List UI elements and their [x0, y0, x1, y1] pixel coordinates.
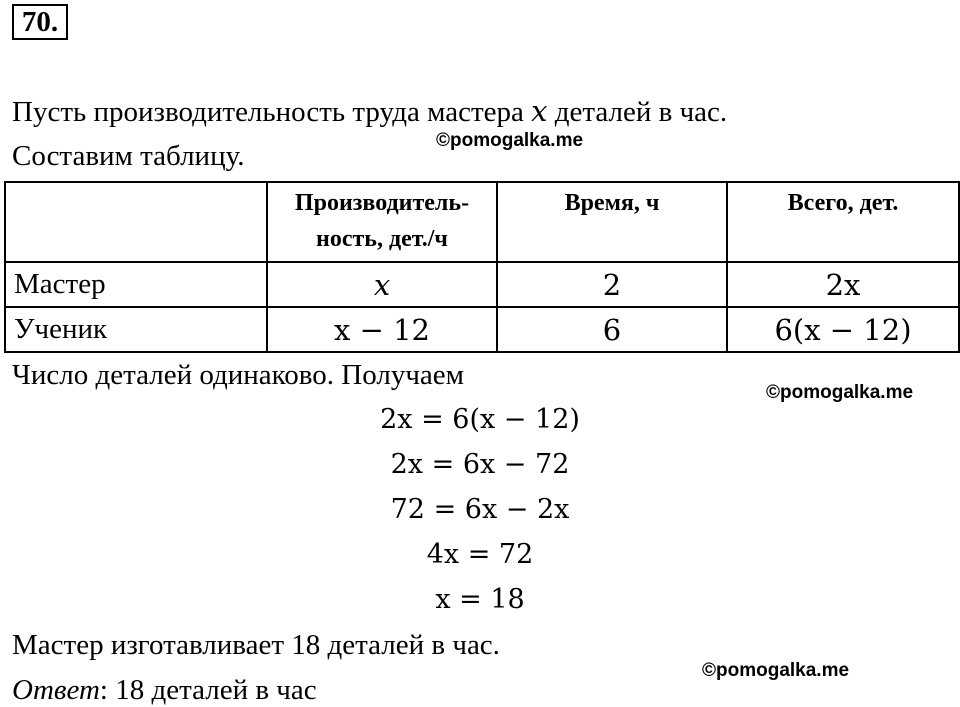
problem-number: 70.	[12, 4, 68, 40]
row-label-student: Ученик	[5, 307, 267, 352]
watermark-3: ©pomogalka.me	[702, 660, 850, 681]
result-text: Мастер изготавливает 18 деталей в час.	[12, 629, 500, 661]
cell-student-total: 6(x − 12)	[727, 307, 959, 352]
header-empty	[5, 182, 267, 262]
equation-3: 72 = 6x − 2x	[390, 494, 570, 525]
header-total: Всего, дет.	[727, 182, 959, 262]
cell-student-time: 6	[497, 307, 727, 352]
equation-2: 2x = 6x − 72	[390, 449, 570, 480]
intro-line-2: Составим таблицу.	[12, 140, 245, 172]
cell-student-productivity: x − 12	[267, 307, 497, 352]
table-header-row	[5, 182, 959, 262]
intro-variable: x	[531, 94, 548, 128]
table-row	[5, 307, 959, 352]
answer-line	[12, 673, 317, 707]
equation-5: x = 18	[435, 584, 525, 615]
answer-text: : 18 деталей в час	[99, 674, 317, 706]
table-row	[5, 262, 959, 307]
watermark-1: ©pomogalka.me	[436, 130, 584, 151]
intro-text-after: деталей в час.	[547, 96, 728, 128]
intro-text-before: Пусть производительность труда мастера	[12, 96, 532, 128]
conclusion-text: Число деталей одинаково. Получаем	[12, 359, 465, 391]
cell-master-total: 2x	[727, 262, 959, 307]
watermark-2: ©pomogalka.me	[766, 382, 914, 403]
row-label-master: Мастер	[5, 262, 267, 307]
cell-master-time: 2	[497, 262, 727, 307]
cell-master-productivity: x	[267, 262, 497, 307]
intro-line-1	[12, 94, 727, 129]
header-productivity-line1: Производитель-	[294, 190, 470, 216]
header-productivity-line2: ность, дет./ч	[316, 226, 448, 252]
header-time: Время, ч	[497, 182, 727, 262]
data-table	[4, 181, 960, 353]
equation-1: 2x = 6(x − 12)	[380, 404, 580, 435]
answer-label: Ответ	[12, 674, 100, 706]
header-productivity	[267, 182, 497, 262]
equation-4: 4x = 72	[426, 539, 534, 570]
